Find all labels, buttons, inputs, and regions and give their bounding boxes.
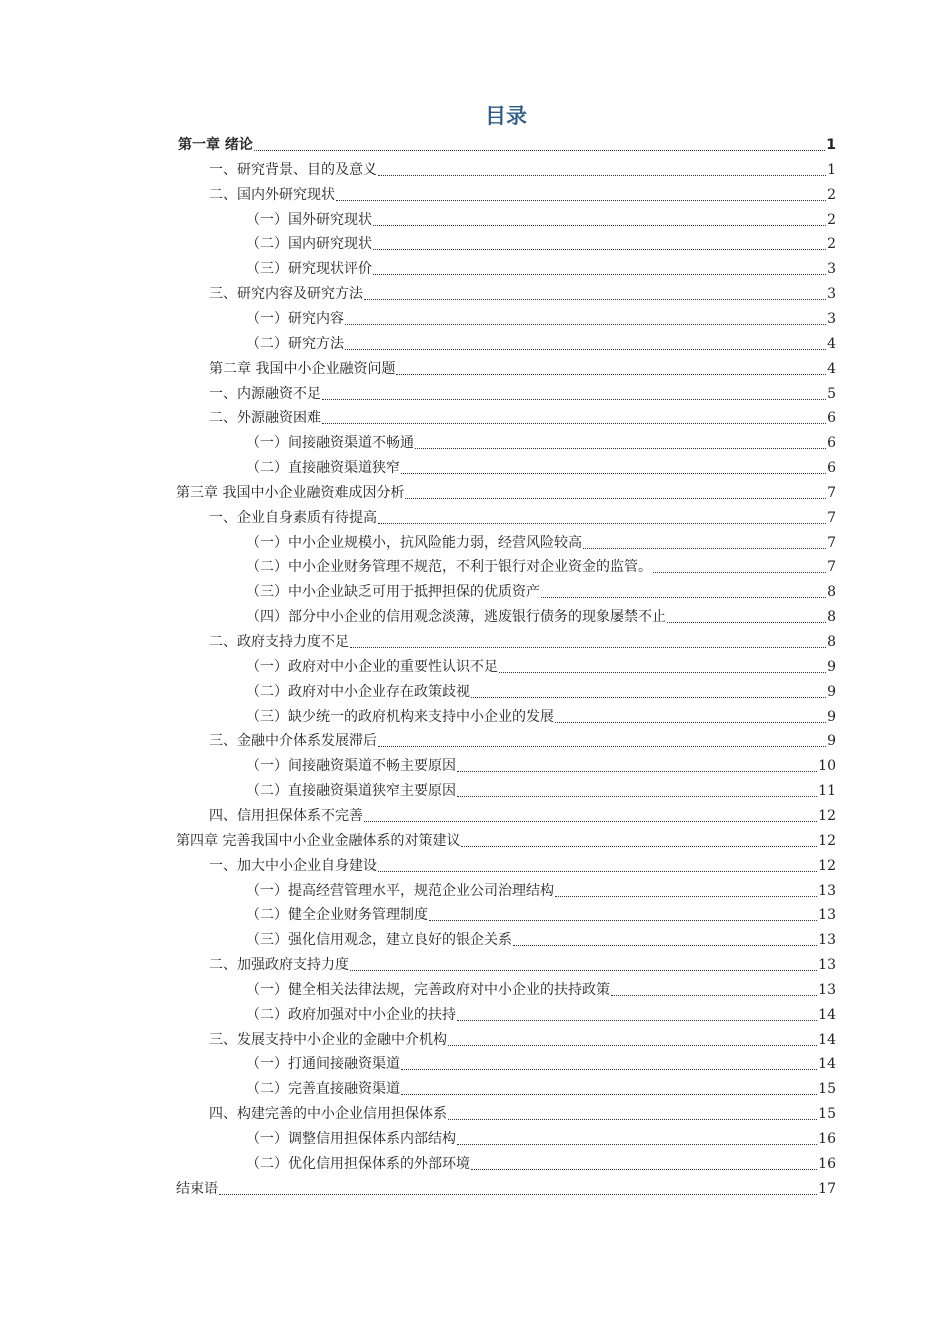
toc-dot-leader	[373, 273, 826, 275]
toc-entry-title: （一）国外研究现状	[246, 211, 372, 228]
toc-entry-page-number: 9	[827, 733, 836, 750]
toc-entry-page-number: 15	[818, 1106, 836, 1123]
toc-entry[interactable]	[209, 407, 836, 429]
toc-entry-title: （二）国内研究现状	[246, 236, 372, 253]
toc-entry-page-number: 17	[818, 1180, 836, 1197]
toc-entry-title: （一）健全相关法律法规，完善政府对中小企业的扶持政策	[246, 981, 610, 998]
toc-entry-title: 第四章 完善我国中小企业金融体系的对策建议	[176, 832, 461, 849]
toc-dot-leader	[555, 721, 826, 723]
toc-entry[interactable]	[246, 979, 836, 1001]
toc-entry-title: 一、研究背景、目的及意义	[209, 161, 377, 178]
toc-entry-page-number: 3	[827, 286, 836, 303]
toc-entry[interactable]	[246, 457, 836, 479]
toc-entry[interactable]	[209, 184, 836, 206]
toc-entry[interactable]	[209, 159, 836, 181]
toc-entry[interactable]	[246, 1078, 836, 1100]
toc-entry[interactable]	[209, 631, 836, 653]
toc-dot-leader	[611, 994, 817, 996]
toc-entry-title: （二）直接融资渠道狭窄	[246, 460, 400, 477]
toc-entry-title: （二）健全企业财务管理制度	[246, 907, 428, 924]
toc-entry-title: （二）完善直接融资渠道	[246, 1081, 400, 1098]
toc-dot-leader	[322, 422, 826, 424]
toc-entry-title: （一）打通间接融资渠道	[246, 1056, 400, 1073]
toc-entry[interactable]	[246, 904, 836, 926]
toc-entry-page-number: 6	[827, 460, 836, 477]
toc-entry[interactable]	[246, 308, 836, 330]
toc-entry-page-number: 13	[818, 932, 836, 949]
toc-entry[interactable]	[246, 333, 836, 355]
toc-dot-leader	[429, 919, 817, 921]
toc-entry-title: 一、内源融资不足	[209, 385, 321, 402]
toc-entry-title: （三）中小企业缺乏可用于抵押担保的优质资产	[246, 584, 540, 601]
toc-entry-page-number: 16	[818, 1131, 836, 1147]
toc-dot-leader	[499, 671, 826, 673]
toc-entry[interactable]	[209, 855, 836, 877]
toc-entry[interactable]	[246, 1053, 836, 1075]
toc-entry-page-number: 15	[818, 1081, 836, 1098]
toc-entry-title: （三）强化信用观念，建立良好的银企关系	[246, 932, 512, 949]
toc-dot-leader	[396, 373, 826, 375]
toc-entry-page-number: 1	[826, 137, 836, 153]
toc-dot-leader	[401, 1093, 817, 1095]
toc-dot-leader	[401, 1068, 817, 1070]
toc-entry-title: 四、构建完善的中小企业信用担保体系	[209, 1106, 447, 1123]
toc-dot-leader	[254, 149, 825, 151]
toc-entry-title: 二、政府支持力度不足	[209, 634, 349, 650]
toc-dot-leader	[405, 497, 826, 499]
toc-entry[interactable]	[246, 1128, 836, 1150]
toc-entry[interactable]	[246, 929, 836, 951]
toc-entry-page-number: 9	[827, 708, 836, 725]
toc-dot-leader	[378, 522, 826, 524]
toc-entry[interactable]	[246, 880, 836, 902]
toc-dot-leader	[667, 621, 826, 623]
toc-entry-page-number: 8	[827, 584, 836, 601]
toc-entry-title: （四）部分中小企业的信用观念淡薄，逃废银行债务的现象屡禁不止	[246, 609, 666, 626]
toc-entry-title: 四、信用担保体系不完善	[209, 807, 363, 824]
toc-dot-leader	[471, 696, 826, 698]
toc-dot-leader	[378, 745, 826, 747]
toc-entry-page-number: 14	[818, 1031, 836, 1048]
toc-entry-title: 二、国内外研究现状	[209, 186, 335, 203]
toc-dot-leader	[457, 1019, 817, 1021]
toc-dot-leader	[448, 1118, 817, 1120]
toc-entry[interactable]	[246, 532, 836, 554]
toc-entry-title: （二）研究方法	[246, 335, 344, 352]
toc-dot-leader	[457, 795, 817, 797]
toc-dot-leader	[583, 547, 826, 549]
toc-entry[interactable]	[209, 383, 836, 405]
toc-dot-leader	[364, 298, 826, 300]
toc-entry-title: （一）研究内容	[246, 310, 344, 327]
toc-entry-title: （一）提高经营管理水平，规范企业公司治理结构	[246, 882, 554, 899]
toc-entry-page-number: 14	[818, 1056, 836, 1073]
toc-entry-page-number: 8	[827, 634, 836, 650]
toc-entry[interactable]	[178, 134, 836, 156]
toc-entry-page-number: 2	[827, 236, 836, 253]
toc-dot-leader	[364, 820, 817, 822]
toc-entry-title: 结束语	[176, 1180, 218, 1197]
toc-dot-leader	[350, 646, 826, 648]
toc-entry-page-number: 7	[827, 484, 836, 501]
toc-entry-title: （一）调整信用担保体系内部结构	[246, 1131, 456, 1147]
toc-entry-page-number: 7	[827, 559, 836, 576]
toc-entry-page-number: 3	[827, 310, 836, 327]
toc-entry[interactable]	[246, 432, 836, 454]
toc-entry[interactable]	[246, 581, 836, 603]
toc-entry-page-number: 9	[827, 683, 836, 700]
toc-dot-leader	[378, 174, 826, 176]
toc-entry[interactable]	[209, 507, 836, 529]
toc-entry[interactable]	[209, 954, 836, 976]
toc-entry-page-number: 12	[818, 857, 836, 874]
toc-entry-title: （二）直接融资渠道狭窄主要原因	[246, 783, 456, 800]
toc-entry[interactable]	[246, 681, 836, 703]
toc-entry-title: 二、加强政府支持力度	[209, 957, 349, 974]
toc-entry-title: （二）政府加强对中小企业的扶持	[246, 1006, 456, 1023]
toc-entry[interactable]	[246, 233, 836, 255]
toc-entry-page-number: 13	[818, 957, 836, 974]
toc-entry[interactable]	[246, 1153, 836, 1175]
toc-dot-leader	[461, 845, 817, 847]
toc-entry-title: 一、企业自身素质有待提高	[209, 509, 377, 526]
toc-dot-leader	[378, 870, 817, 872]
toc-dot-leader	[541, 596, 826, 598]
toc-dot-leader	[471, 1168, 817, 1170]
toc-entry[interactable]	[176, 1178, 836, 1200]
toc-entry-page-number: 2	[827, 211, 836, 228]
toc-entry-page-number: 2	[827, 186, 836, 203]
toc-entry[interactable]	[209, 1103, 836, 1125]
toc-dot-leader	[401, 472, 826, 474]
toc-entry-title: （二）中小企业财务管理不规范，不利于银行对企业资金的监管。	[246, 559, 652, 576]
toc-entry-title: （一）间接融资渠道不畅通	[246, 435, 414, 452]
toc-dot-leader	[345, 323, 826, 325]
toc-entry[interactable]	[246, 258, 836, 280]
toc-entry-page-number: 11	[818, 783, 836, 800]
toc-entry-title: （三）缺少统一的政府机构来支持中小企业的发展	[246, 708, 554, 725]
toc-entry[interactable]	[209, 805, 836, 827]
toc-entry-page-number: 4	[827, 360, 836, 377]
toc-entry[interactable]	[246, 556, 836, 578]
toc-entry-page-number: 5	[827, 385, 836, 402]
toc-entry-title: （二）优化信用担保体系的外部环境	[246, 1155, 470, 1172]
toc-entry-page-number: 8	[827, 609, 836, 626]
toc-entry[interactable]	[209, 283, 836, 305]
toc-entry-title: 三、金融中介体系发展滞后	[209, 733, 377, 750]
toc-entry[interactable]	[246, 780, 836, 802]
toc-dot-leader	[457, 770, 817, 772]
toc-entry[interactable]	[246, 1004, 836, 1026]
toc-entry-page-number: 10	[818, 758, 836, 775]
toc-entry-page-number: 13	[818, 981, 836, 998]
toc-entry[interactable]	[246, 656, 836, 678]
toc-entry-page-number: 12	[818, 832, 836, 849]
toc-dot-leader	[350, 969, 817, 971]
toc-entry-page-number: 14	[818, 1006, 836, 1023]
toc-entry[interactable]	[246, 209, 836, 231]
toc-dot-leader	[219, 1193, 817, 1195]
toc-entry-page-number: 3	[827, 261, 836, 278]
toc-dot-leader	[336, 199, 826, 201]
toc-dot-leader	[448, 1044, 817, 1046]
toc-dot-leader	[457, 1143, 817, 1145]
toc-dot-leader	[373, 224, 826, 226]
toc-entry-title: 第三章 我国中小企业融资难成因分析	[176, 484, 405, 501]
toc-dot-leader	[415, 447, 826, 449]
toc-dot-leader	[322, 398, 826, 400]
toc-entry[interactable]	[176, 482, 836, 504]
toc-dot-leader	[653, 571, 826, 573]
toc-entry-title: 一、加大中小企业自身建设	[209, 857, 377, 874]
toc-entry-title: （一）中小企业规模小，抗风险能力弱，经营风险较高	[246, 534, 582, 551]
toc-title: 目录	[485, 104, 527, 128]
toc-entry[interactable]	[209, 358, 836, 380]
toc-dot-leader	[513, 944, 817, 946]
toc-entry-page-number: 13	[818, 882, 836, 899]
toc-entry-title: （三）研究现状评价	[246, 261, 372, 278]
toc-entry[interactable]	[246, 755, 836, 777]
toc-entry-page-number: 16	[818, 1155, 836, 1172]
toc-entry-title: 三、发展支持中小企业的金融中介机构	[209, 1031, 447, 1048]
toc-entry[interactable]	[246, 606, 836, 628]
toc-entry-page-number: 6	[827, 435, 836, 452]
toc-entry-page-number: 9	[827, 658, 836, 675]
toc-entry-title: 第二章 我国中小企业融资问题	[209, 360, 396, 377]
toc-entry-page-number: 1	[827, 161, 836, 178]
toc-entry[interactable]	[209, 1029, 836, 1051]
toc-entry-page-number: 7	[827, 509, 836, 526]
toc-dot-leader	[555, 895, 817, 897]
toc-entry[interactable]	[209, 730, 836, 752]
toc-entry-page-number: 13	[818, 907, 836, 924]
toc-entry-page-number: 6	[827, 410, 836, 427]
toc-entry-title: 三、研究内容及研究方法	[209, 286, 363, 303]
toc-entry[interactable]	[246, 706, 836, 728]
toc-entry-title: 第一章 绪论	[178, 137, 253, 153]
toc-entry-title: （一）政府对中小企业的重要性认识不足	[246, 658, 498, 675]
toc-entry-page-number: 7	[827, 534, 836, 551]
toc-entry[interactable]	[176, 830, 836, 852]
toc-dot-leader	[345, 348, 826, 350]
toc-entry-title: （二）政府对中小企业存在政策歧视	[246, 683, 470, 700]
toc-entry-page-number: 12	[818, 807, 836, 824]
toc-entry-title: （一）间接融资渠道不畅主要原因	[246, 758, 456, 775]
toc-entry-page-number: 4	[827, 335, 836, 352]
toc-dot-leader	[373, 248, 826, 250]
toc-entry-title: 二、外源融资困难	[209, 410, 321, 427]
